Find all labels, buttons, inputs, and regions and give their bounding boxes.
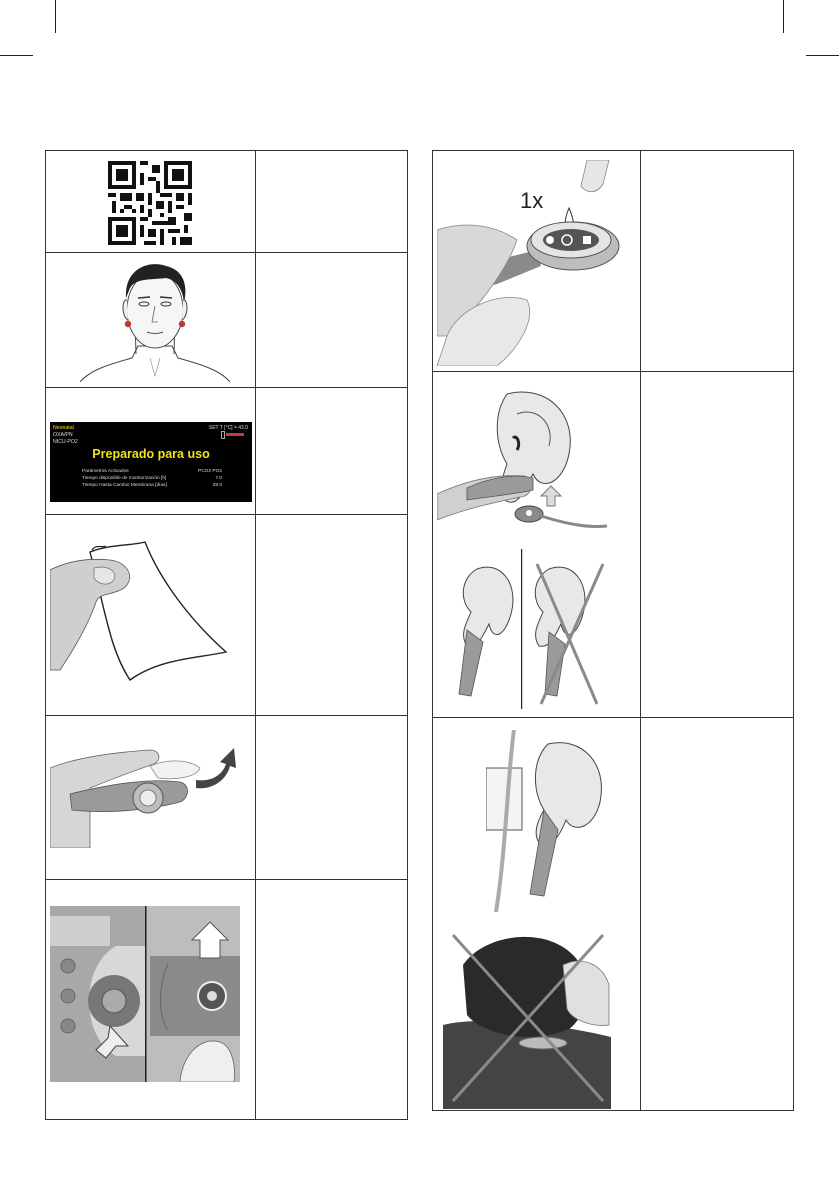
screen-param-row — [82, 468, 222, 475]
param-label: Tiempo disponible de monitorización [h] — [82, 476, 167, 482]
ear-clip-attach-illustration — [437, 384, 612, 709]
cleaning-wipe-illustration — [50, 530, 250, 690]
peel-arrow-icon — [196, 748, 236, 788]
screen-parameter-table — [82, 468, 222, 490]
face-illustration — [80, 258, 230, 382]
set-temperature-readout: SET T [°C] = 43.0 — [208, 425, 248, 431]
screen-title: Preparado para uso — [92, 447, 210, 461]
left-earlobe-point — [125, 321, 131, 327]
crop-mark-top-left — [0, 55, 33, 56]
screen-mode-block — [53, 425, 78, 446]
screen-line-2: OXA/PN — [53, 432, 73, 438]
crop-mark-top-right — [806, 55, 839, 56]
pressure-warning-illustration — [443, 925, 611, 1109]
qr-code — [108, 161, 192, 245]
right-earlobe-point — [179, 321, 185, 327]
docking-station-illustration — [50, 906, 240, 1082]
cable-fixation-illustration — [486, 730, 606, 912]
contact-gel-illustration — [437, 160, 632, 366]
crop-mark-top-left-v — [55, 0, 56, 33]
remove-foil-illustration — [50, 738, 250, 848]
screen-mode-label: Neonatal — [53, 425, 74, 431]
up-right-arrow-icon — [541, 486, 561, 506]
param-label: Tiempo Hasta Cambio Membrana [días] — [82, 483, 167, 489]
monitor-ready-screen — [50, 422, 252, 502]
param-value: PCO2 PO2 — [198, 469, 222, 474]
screen-param-row — [82, 475, 222, 482]
table-row — [46, 151, 407, 253]
crop-mark-top-right-v — [783, 0, 784, 33]
screen-param-row — [82, 482, 222, 489]
screen-line-3: NICU-PO2 — [53, 439, 78, 445]
drop-count-label: 1x — [520, 188, 544, 213]
sensor-icon — [221, 431, 225, 439]
param-value: 28.0 — [212, 483, 222, 489]
status-bar-icon — [226, 433, 244, 436]
param-label: Parámetros Activados — [82, 469, 129, 474]
param-value: 7.0 — [215, 476, 222, 482]
